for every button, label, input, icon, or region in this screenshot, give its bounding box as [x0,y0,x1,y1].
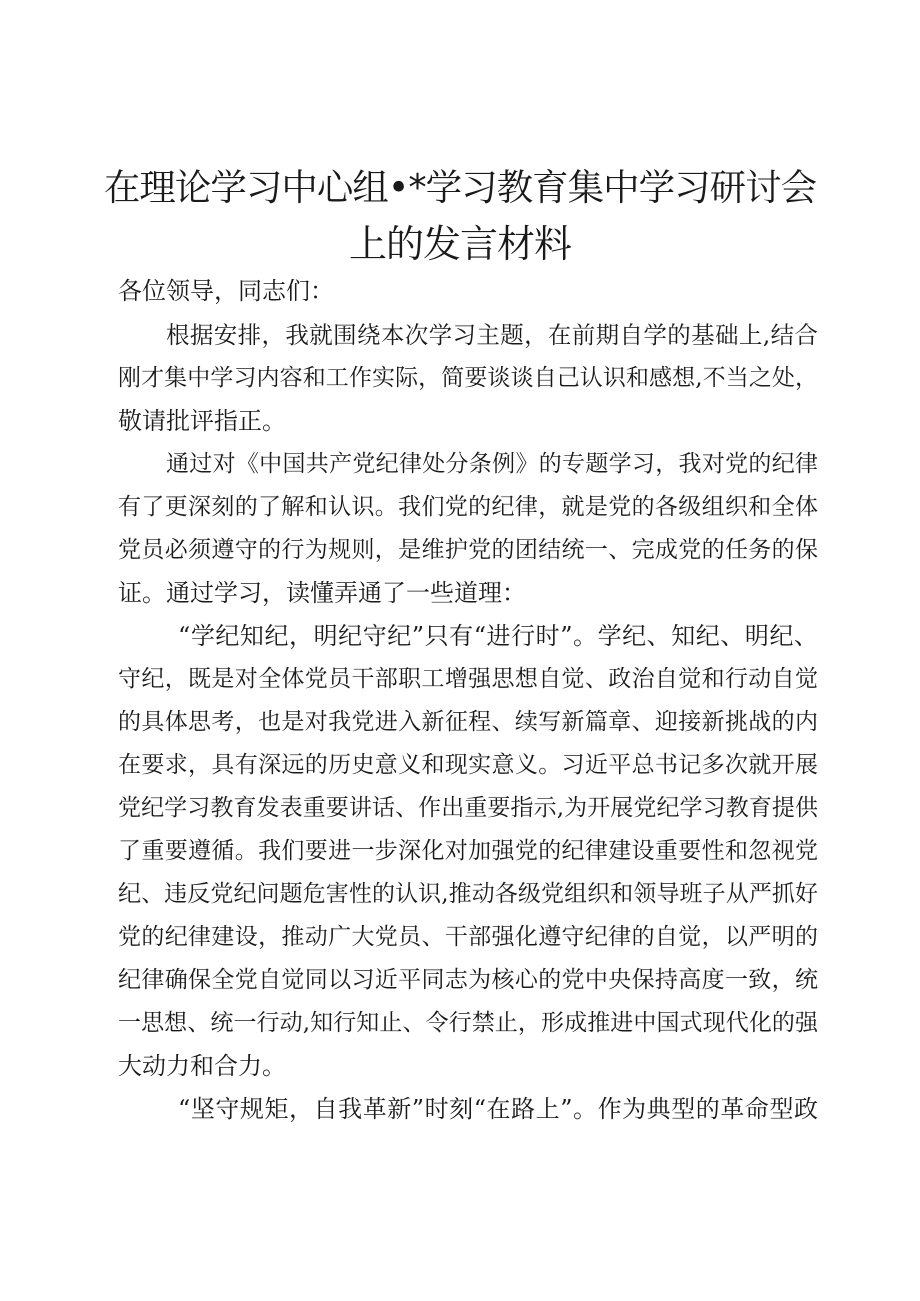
salutation: 各位领导，同志们： [118,277,334,305]
paragraph-line: 证。通过学习，读懂弄通了一些道理： [118,579,526,607]
paragraph-line: 在要求，具有深远的历史意义和现实意义。习近平总书记多次就开展 [118,752,818,778]
paragraph-line: 敬请批评指正。 [118,407,286,435]
paragraph-line: 有了更深刻的了解和认识。我们党的纪律，就是党的各级组织和全体 [118,494,818,520]
paragraph-line: 守纪，既是对全体党员干部职工增强思想自觉、政治自觉和行动自觉 [118,666,818,692]
document-title-line-1: 在理论学习中心组•*学习教育集中学习研讨会 [103,166,817,209]
paragraph-line: 党员必须遵守的行为规则，是维护党的团结统一、完成党的任务的保 [118,537,818,563]
paragraph-line: 纪律确保全党自觉同以习近平同志为核心的党中央保持高度一致，统 [118,967,818,993]
paragraph-line: 根据安排，我就围绕本次学习主题，在前期自学的基础上,结合 [166,321,818,349]
paragraph-line: “学纪知纪，明纪守纪”只有“进行时”。学纪、知纪、明纪、 [178,622,818,650]
paragraph-line: 了重要遵循。我们要进一步深化对加强党的纪律建设重要性和忽视党 [118,838,818,864]
document-title-line-2: 上的发言材料 [348,222,571,266]
paragraph-line: 党纪学习教育发表重要讲话、作出重要指示,为开展党纪学习教育提供 [118,795,818,821]
paragraph-line: 通过对《中国共产党纪律处分条例》的专题学习，我对党的纪律 [166,451,818,477]
paragraph-line: 刚才集中学习内容和工作实际，简要谈谈自己认识和感想,不当之处， [118,365,818,391]
paragraph-line: “坚守规矩，自我革新”时刻“在路上”。作为典型的革命型政 [178,1095,818,1123]
paragraph-line: 的具体思考，也是对我党进入新征程、续写新篇章、迎接新挑战的内 [118,709,818,735]
paragraph-line: 一思想、统一行动,知行知止、令行禁止，形成推进中国式现代化的强 [118,1010,818,1036]
paragraph-line: 党的纪律建设，推动广大党员、干部强化遵守纪律的自觉，以严明的 [118,924,818,950]
paragraph-line: 纪、违反党纪问题危害性的认识,推动各级党组织和领导班子从严抓好 [118,881,818,907]
paragraph-line: 大动力和合力。 [118,1052,286,1080]
